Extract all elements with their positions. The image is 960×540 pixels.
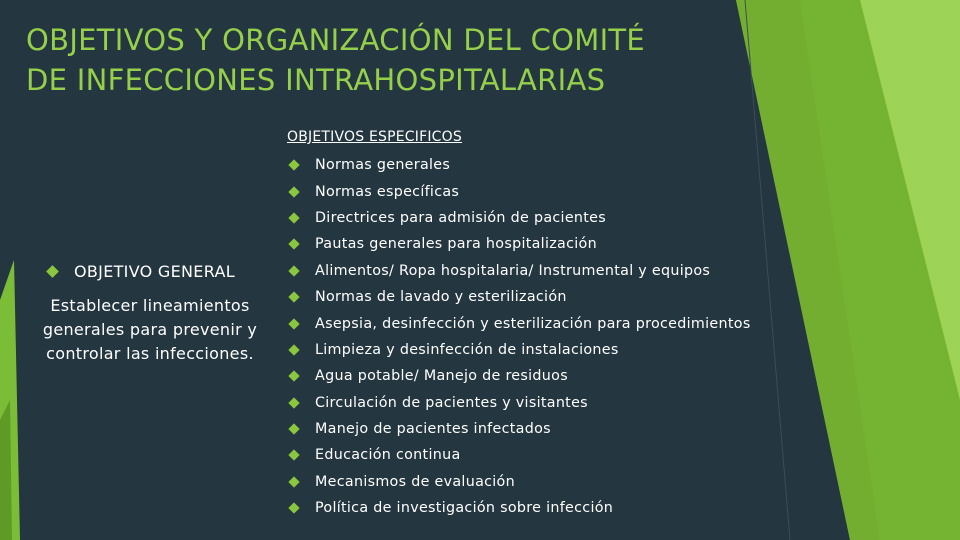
- general-objective-text: Establecer lineamientos generales para prevenir y controlar las infecciones.: [42, 296, 258, 363]
- diamond-bullet-icon: [288, 318, 299, 329]
- list-item-label: Política de investigación sobre infección: [315, 500, 614, 517]
- list-item: [287, 416, 787, 442]
- list-item-label: Directrices para admisión de pacientes: [315, 209, 607, 226]
- diamond-bullet-icon: [288, 212, 299, 223]
- list-item: [287, 390, 787, 416]
- list-item: [287, 205, 787, 231]
- list-item-label: Circulación de pacientes y visitantes: [315, 394, 588, 411]
- diamond-bullet-icon: [288, 186, 299, 197]
- list-item-label: Manejo de pacientes infectados: [315, 421, 551, 438]
- diamond-bullet-icon: [288, 450, 299, 461]
- list-item-label: Normas específicas: [315, 183, 460, 200]
- general-objective-heading: OBJETIVO GENERAL: [74, 261, 235, 281]
- diamond-bullet-icon: [288, 160, 299, 171]
- list-item-label: Limpieza y desinfección de instalaciones: [315, 341, 619, 358]
- list-item: [287, 284, 787, 310]
- diamond-bullet-icon: [288, 265, 299, 276]
- left-green-facet-dark: [0, 400, 12, 540]
- list-item-label: Mecanismos de evaluación: [315, 473, 515, 490]
- list-item-label: Pautas generales para hospitalización: [315, 236, 597, 253]
- general-objective-heading-row: [30, 258, 270, 284]
- list-item: [287, 363, 787, 389]
- diamond-bullet-icon: [288, 291, 299, 302]
- list-item: [287, 258, 787, 284]
- diamond-bullet-icon: [288, 503, 299, 514]
- diamond-bullet-icon: [288, 397, 299, 408]
- slide-title: [26, 20, 726, 100]
- list-item: [287, 152, 787, 178]
- specific-objectives-heading: OBJETIVOS ESPECIFICOS: [287, 129, 462, 145]
- list-item: [287, 442, 787, 468]
- list-item: [287, 495, 787, 521]
- diamond-bullet-icon: [288, 239, 299, 250]
- list-item: [287, 337, 787, 363]
- list-item-label: Normas de lavado y esterilización: [315, 289, 567, 306]
- diamond-bullet-icon: [288, 476, 299, 487]
- general-objective-section: [30, 258, 270, 366]
- title-line-1: OBJETIVOS Y ORGANIZACIÓN DEL COMITÉ: [26, 23, 646, 57]
- specific-objectives-list: [287, 152, 787, 521]
- diamond-bullet-icon: [288, 423, 299, 434]
- list-item: [287, 469, 787, 495]
- list-item-label: Asepsia, desinfección y esterilización para procedimientos: [315, 315, 751, 332]
- list-item: [287, 310, 787, 336]
- diamond-bullet-icon: [288, 371, 299, 382]
- list-item-label: Normas generales: [315, 157, 451, 174]
- title-line-2: DE INFECCIONES INTRAHOSPITALARIAS: [26, 63, 606, 97]
- diamond-bullet-icon: [288, 344, 299, 355]
- list-item-label: Educación continua: [315, 447, 461, 464]
- list-item-label: Alimentos/ Ropa hospitalaria/ Instrumental y equipos: [315, 262, 711, 279]
- diamond-bullet-icon: [46, 265, 59, 278]
- list-item-label: Agua potable/ Manejo de residuos: [315, 368, 568, 385]
- list-item: [287, 178, 787, 204]
- list-item: [287, 231, 787, 257]
- specific-objectives-section: [287, 126, 787, 521]
